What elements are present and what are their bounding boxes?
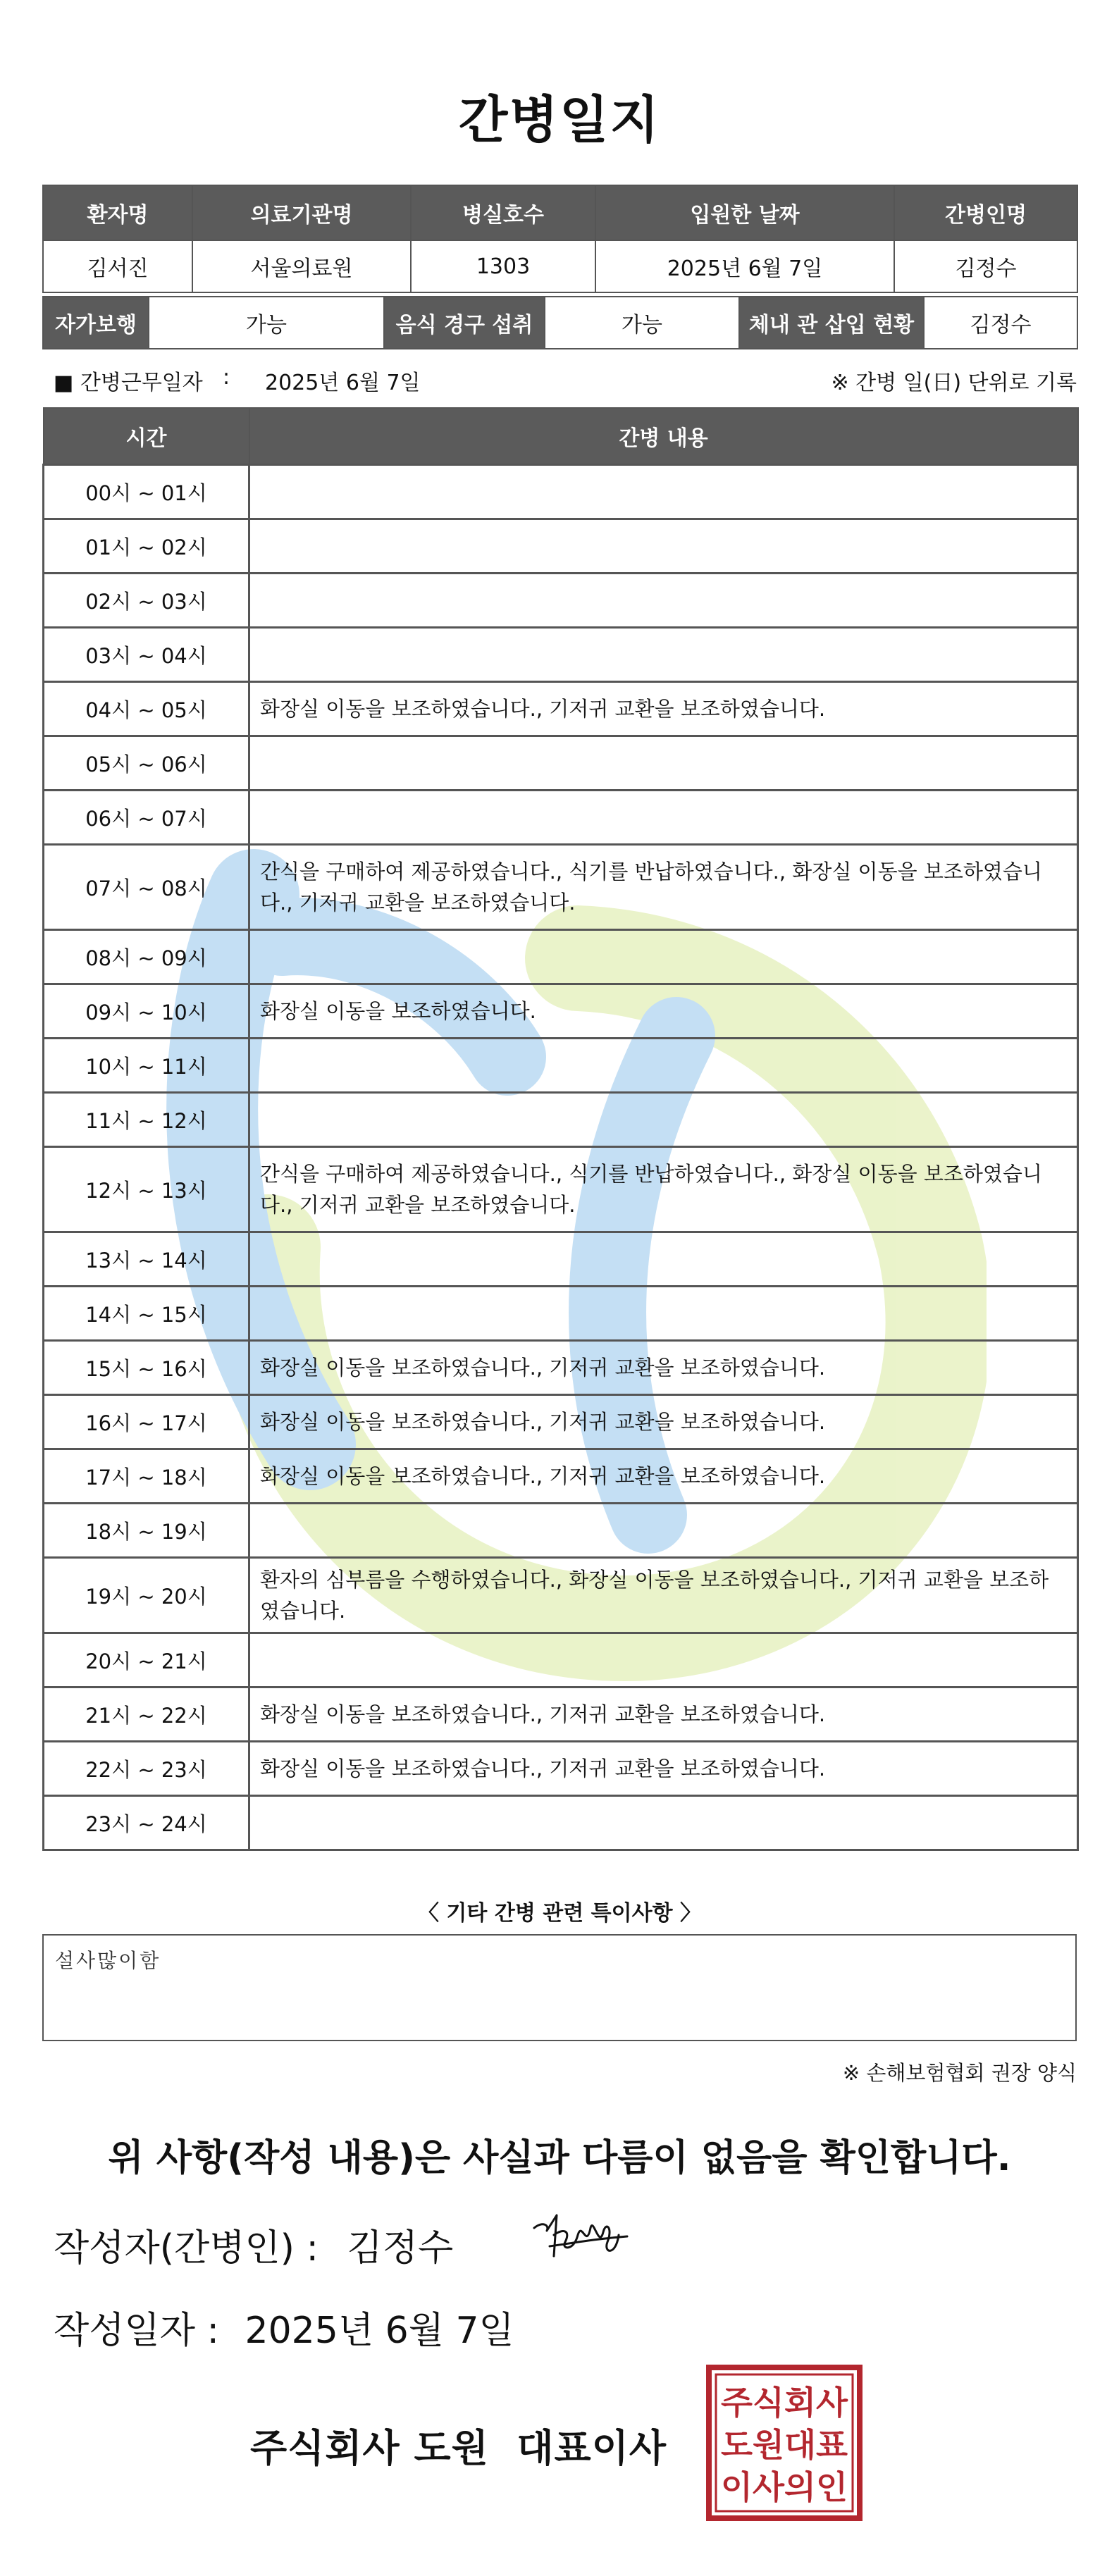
log-row: [44, 519, 1078, 574]
special-notes-box: [42, 1934, 1077, 2041]
log-time: 15시 ~ 16시: [44, 1341, 249, 1395]
room-value: 1303: [411, 240, 595, 292]
log-row: [44, 1688, 1078, 1742]
write-date-value: 2025년 6월 7일: [245, 2310, 514, 2352]
log-content: [249, 1287, 1078, 1341]
log-row: [44, 682, 1078, 736]
log-content: [249, 1232, 1078, 1287]
log-row: [44, 1504, 1078, 1558]
svg-text:이사의인: 이사의인: [721, 2468, 848, 2506]
log-time: 22시 ~ 23시: [44, 1742, 249, 1796]
log-row: [44, 1742, 1078, 1796]
log-row: [44, 1558, 1078, 1633]
log-content: [249, 1633, 1078, 1688]
log-row: [44, 1633, 1078, 1688]
document-title: 간병일지: [458, 90, 661, 149]
log-content: [249, 1093, 1078, 1147]
log-time: 14시 ~ 15시: [44, 1287, 249, 1341]
writer-name: 김정수: [347, 2227, 454, 2270]
log-time: 08시 ~ 09시: [44, 930, 249, 984]
log-row: [44, 1395, 1078, 1449]
care-log-table: [42, 407, 1079, 1851]
daily-record-note: ※ 간병 일(日) 단위로 기록: [831, 371, 1077, 395]
log-row: [44, 1232, 1078, 1287]
log-row: [44, 736, 1078, 791]
log-row: [44, 930, 1078, 984]
log-header-row: [44, 408, 1078, 465]
recommended-form-note: ※ 손해보험협회 권장 양식: [842, 2061, 1077, 2085]
log-time: 10시 ~ 11시: [44, 1039, 249, 1093]
walking-label: 자가보행: [43, 297, 149, 349]
caregiver-value: 김정수: [894, 240, 1077, 292]
log-time: 07시 ~ 08시: [44, 845, 249, 930]
log-time: 02시 ~ 03시: [44, 574, 249, 628]
tube-status-label: 체내 관 삽입 현황: [739, 297, 924, 349]
log-content: [249, 465, 1078, 519]
special-notes-title: 〈 기타 간병 관련 특이사항 〉: [417, 1901, 702, 1926]
company-representative: 주식회사 도원 대표이사: [250, 2426, 667, 2470]
log-content: 간식을 구매하여 제공하였습니다., 식기를 반납하였습니다., 화장실 이동을 보조하였습니다., 기저귀 교환을 보조하였습니다.: [249, 845, 1078, 930]
log-content: [249, 1504, 1078, 1558]
log-row: [44, 1287, 1078, 1341]
oral-intake-label: 음식 경구 섭취: [384, 297, 545, 349]
log-time: 09시 ~ 10시: [44, 984, 249, 1039]
log-time: 06시 ~ 07시: [44, 791, 249, 845]
log-content: [249, 1039, 1078, 1093]
log-row: [44, 1093, 1078, 1147]
log-content: [249, 574, 1078, 628]
log-body: [44, 465, 1078, 1850]
log-row: [44, 1039, 1078, 1093]
log-time: 11시 ~ 12시: [44, 1093, 249, 1147]
log-content: [249, 736, 1078, 791]
writer-line: [54, 2218, 453, 2271]
write-date-label: 작성일자 :: [54, 2310, 219, 2352]
patient-name-header: 환자명: [43, 185, 192, 240]
log-content: 간식을 구매하여 제공하였습니다., 식기를 반납하였습니다., 화장실 이동을 보조하였습니다., 기저귀 교환을 보조하였습니다.: [249, 1147, 1078, 1232]
log-time: 16시 ~ 17시: [44, 1395, 249, 1449]
svg-text:주식회사: 주식회사: [721, 2384, 848, 2422]
caregiver-header: 간병인명: [894, 185, 1077, 240]
log-time: 01시 ~ 02시: [44, 519, 249, 574]
log-row: [44, 1449, 1078, 1504]
content-column-header: 간병 내용: [249, 408, 1078, 465]
log-time: 21시 ~ 22시: [44, 1688, 249, 1742]
log-content: 환자의 심부름을 수행하였습니다., 화장실 이동을 보조하였습니다., 기저귀 교환을 보조하였습니다.: [249, 1558, 1078, 1633]
log-content: [249, 1796, 1078, 1850]
log-row: [44, 1796, 1078, 1850]
signature-icon: [528, 2207, 634, 2270]
room-header: 병실호수: [411, 185, 595, 240]
special-notes-content: 설사많이함: [55, 1949, 161, 1972]
company-seal-icon: [705, 2363, 864, 2522]
info-header-row: [43, 185, 1077, 240]
work-date-colon: :: [223, 365, 230, 390]
log-time: 04시 ~ 05시: [44, 682, 249, 736]
tube-status-value: 김정수: [924, 297, 1077, 349]
admission-date-value: 2025년 6월 7일: [595, 240, 894, 292]
log-content: 화장실 이동을 보조하였습니다., 기저귀 교환을 보조하였습니다.: [249, 1742, 1078, 1796]
log-row: [44, 1147, 1078, 1232]
log-row: [44, 1341, 1078, 1395]
work-date-value: 2025년 6월 7일: [265, 371, 421, 395]
log-content: 화장실 이동을 보조하였습니다.: [249, 984, 1078, 1039]
write-date-line: [54, 2301, 514, 2353]
confirmation-statement: 위 사항(작성 내용)은 사실과 다름이 없음을 확인합니다.: [108, 2137, 1011, 2179]
patient-info-table: [42, 185, 1078, 293]
patient-name-value: 김서진: [43, 240, 192, 292]
log-content: 화장실 이동을 보조하였습니다., 기저귀 교환을 보조하였습니다.: [249, 682, 1078, 736]
log-content: 화장실 이동을 보조하였습니다., 기저귀 교환을 보조하였습니다.: [249, 1449, 1078, 1504]
log-content: [249, 930, 1078, 984]
log-content: 화장실 이동을 보조하였습니다., 기저귀 교환을 보조하였습니다.: [249, 1341, 1078, 1395]
log-row: [44, 984, 1078, 1039]
log-time: 20시 ~ 21시: [44, 1633, 249, 1688]
oral-intake-value: 가능: [545, 297, 739, 349]
log-time: 05시 ~ 06시: [44, 736, 249, 791]
walking-value: 가능: [149, 297, 384, 349]
log-time: 12시 ~ 13시: [44, 1147, 249, 1232]
admission-date-header: 입원한 날짜: [595, 185, 894, 240]
log-content: [249, 519, 1078, 574]
log-content: [249, 791, 1078, 845]
log-time: 23시 ~ 24시: [44, 1796, 249, 1850]
status-row: [43, 297, 1077, 349]
log-time: 17시 ~ 18시: [44, 1449, 249, 1504]
log-content: 화장실 이동을 보조하였습니다., 기저귀 교환을 보조하였습니다.: [249, 1395, 1078, 1449]
log-time: 13시 ~ 14시: [44, 1232, 249, 1287]
log-content: [249, 628, 1078, 682]
hospital-header: 의료기관명: [192, 185, 411, 240]
log-row: [44, 845, 1078, 930]
patient-status-table: [42, 296, 1078, 349]
log-time: 03시 ~ 04시: [44, 628, 249, 682]
log-time: 00시 ~ 01시: [44, 465, 249, 519]
hospital-value: 서울의료원: [192, 240, 411, 292]
work-date-label: ■ 간병근무일자: [54, 371, 203, 395]
time-column-header: 시간: [44, 408, 249, 465]
writer-label: 작성자(간병인) :: [54, 2227, 319, 2270]
svg-text:도원대표: 도원대표: [721, 2426, 848, 2464]
log-row: [44, 465, 1078, 519]
log-row: [44, 574, 1078, 628]
log-time: 19시 ~ 20시: [44, 1558, 249, 1633]
log-row: [44, 628, 1078, 682]
log-time: 18시 ~ 19시: [44, 1504, 249, 1558]
log-row: [44, 791, 1078, 845]
info-value-row: [43, 240, 1077, 292]
log-content: 화장실 이동을 보조하였습니다., 기저귀 교환을 보조하였습니다.: [249, 1688, 1078, 1742]
